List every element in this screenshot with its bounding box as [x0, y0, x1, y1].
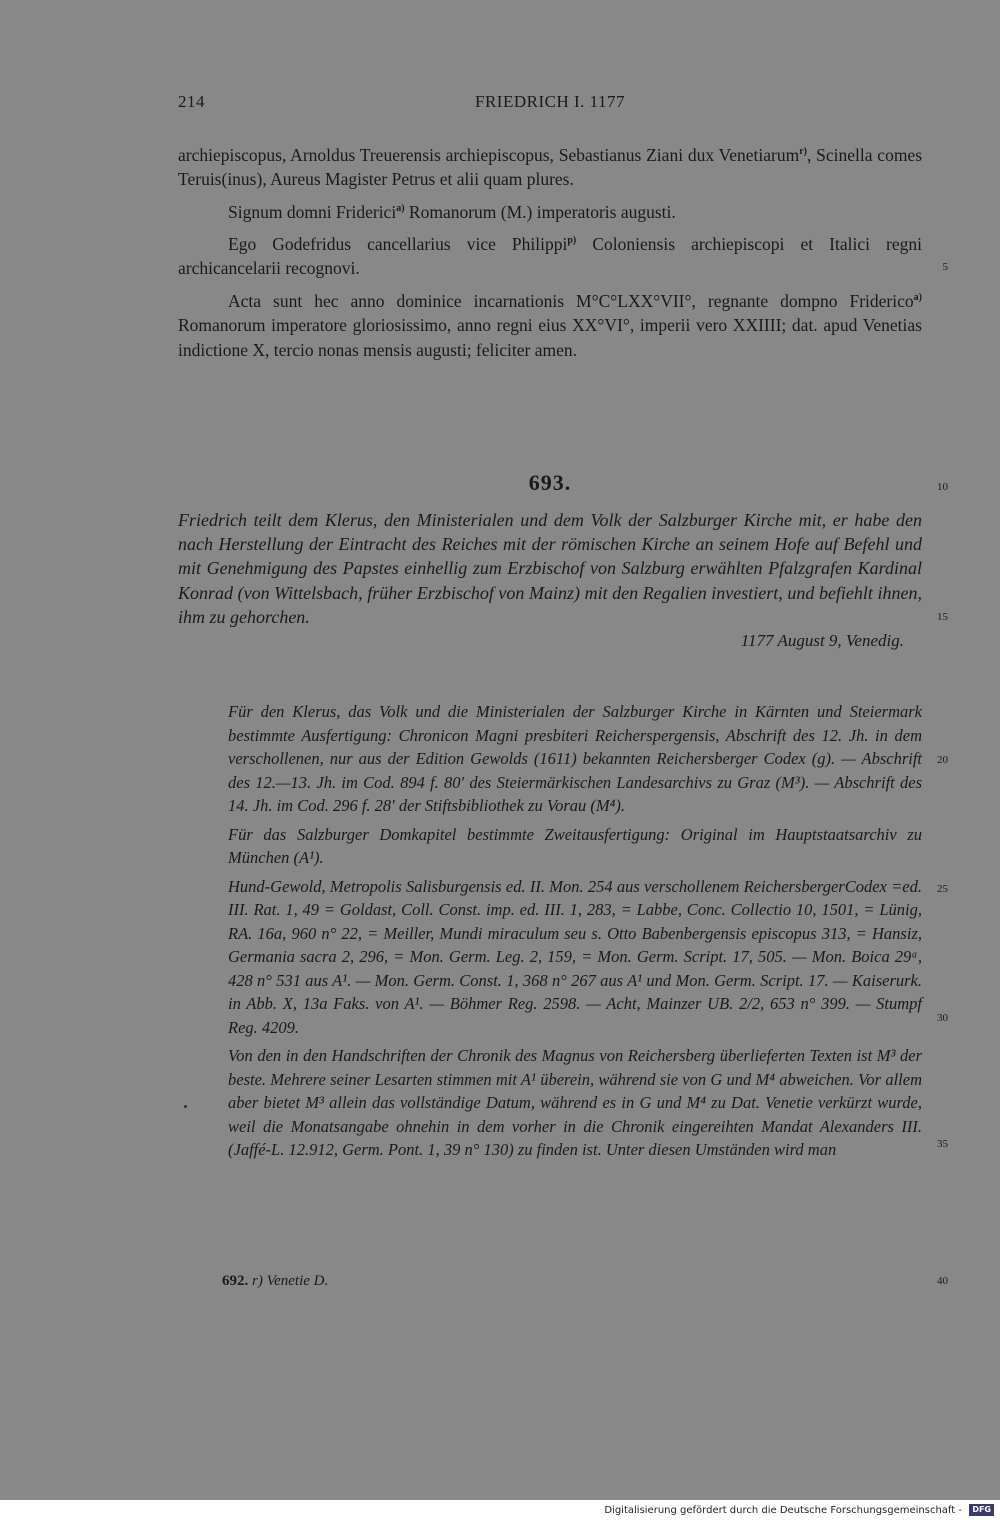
page-number: 214 — [178, 92, 205, 111]
document-date: 1177 August 9, Venedig. — [740, 631, 904, 651]
footer-credit: Digitalisierung gefördert durch die Deutsche Forschungsgemeinschaft - — [604, 1505, 962, 1516]
footnote-text: r) Venetie D. — [248, 1273, 329, 1289]
footnote — [222, 1273, 328, 1290]
apparatus-paragraph: Von den in den Handschriften der Chronik des Magnus von Reichersberg überlieferten Texten ist M³ der beste. Mehrere seiner Lesarten stimmen mit A¹ überein, während sie von G und M⁴ abweichen. Vor allem aber bietet M³ allein das vollständige Datum, während es in G und M⁴ zu Dat. Venetie verkürzt wurde, weil die Monatsangabe ohnehin in dem vorher in die Chronik eingereihten Mandat Alexanders III. (Jaffé-L. 12.912, Germ. Pont. 1, 39 n° 130) zu finden ist. Unter diesen Umständen wird man — [228, 1046, 922, 1159]
line-number: 20 — [937, 754, 948, 766]
stray-mark — [184, 1105, 187, 1108]
document-number: 693. — [528, 470, 572, 495]
line-number: 40 — [937, 1275, 948, 1287]
dating-clause: Acta sunt hec anno dominice incarnationis M°C°LXX°VII°, regnante dompno Friderico$^{a)}$ Romanorum imperatore gloriosissimo, anno regni eius XX°VI°, imperii vero XXIIII; dat. apud Venetias indictione X, tercio nonas mensis augusti; feliciter amen. — [178, 290, 922, 360]
recognition-line: Ego Godefridus cancellarius vice Philippi$^{p)}$ Coloniensis archiepiscopi et Italici regni archicancelarii recognovi. — [178, 233, 923, 279]
apparatus-paragraph: Hund-Gewold, Metropolis Salisburgensis ed. II. Mon. 254 aus verschollenem ReichersbergerCodex =ed. III. Rat. 1, 49 = Goldast, Coll. Const. imp. ed. III. 1, 283, = Labbe, Conc. Collectio 10, 1501, = Lünig, RA. 16a, 960 n° 22, = Meiller, Mundi miraculum seu s. Otto Babenbergensis episcopus 313, = Hansiz, Germania sacra 2, 296, = Mon. Germ. Leg. 2, 159, = Mon. Germ. Script. 17, 505. — Mon. Boica 29ᵃ, 428 n° 531 aus A¹. — Mon. Germ. Const. 1, 368 n° 267 aus A¹ und Mon. Germ. Script. 17. — Kaiserurk. in Abb. X, 13a Faks. von A¹. — Böhmer Reg. 2598. — Acht, Mainzer UB. 2/2, 653 n° 399. — Stumpf Reg. 4209. — [228, 876, 922, 1037]
previous-charter-end — [178, 140, 922, 362]
footnote-ref: 692. — [222, 1273, 249, 1289]
running-title: FRIEDRICH I. 1177 — [474, 92, 625, 111]
apparatus-paragraph: Für das Salzburger Domkapitel bestimmte Zweitausfertigung: Original im Hauptstaatsarchiv zu München (A¹). — [228, 824, 922, 867]
regest-summary: Friedrich teilt dem Klerus, den Ministerialen und dem Volk der Salzburger Kirche mit, er habe den nach Herstellung der Eintracht des Reiches mit der römischen Kirche an seinem Hofe auf Befehl und mit Genehmigung des Papstes einhellig zum Erzbischof von Salzburg erwählten Pfalzgrafen Kardinal Konrad (von Wittelsbach, früher Erzbischof von Mainz) mit den Regalien investiert, und befiehlt ihnen, ihm zu gehorchen. — [178, 510, 922, 627]
digitization-footer — [0, 1500, 1000, 1520]
line-number: 25 — [937, 883, 948, 895]
line-number: 5 — [942, 261, 948, 273]
line-number: 30 — [937, 1012, 948, 1024]
apparatus-paragraph: Für den Klerus, das Volk und die Ministerialen der Salzburger Kirche in Kärnten und Steiermark bestimmte Ausfertigung: Chronicon Magni presbiteri Reicherspergensis, Abschrift des 12. Jh. in dem verschollenen, nur aus der Edition Gewolds (1611) bekannten Reichersberger Codex (g). — Abschrift des 12.—13. Jh. im Cod. 894 f. 80' des Steiermärkischen Landesarchivs zu Graz (M³). — Abschrift des 14. Jh. im Cod. 296 f. 28' der Stiftsbibliothek zu Vorau (M⁴). — [228, 702, 922, 815]
critical-apparatus — [228, 700, 922, 1162]
line-number: 35 — [937, 1138, 948, 1150]
line-number: 10 — [937, 481, 948, 493]
charter-693 — [178, 470, 922, 651]
dfg-logo: DFG — [969, 1504, 994, 1516]
signum-line: Signum domni Friderici$^{a)}$ Romanorum (M.) imperatoris augusti. — [228, 201, 676, 222]
line-number: 15 — [937, 611, 948, 623]
witness-list: archiepiscopus, Arnoldus Treuerensis archiepiscopus, Sebastianus Ziani dux Venetiarum$^{r)}$, Scinella comes Teruis(inus), Aureus Magister Petrus et alii quam plures. — [178, 144, 923, 190]
